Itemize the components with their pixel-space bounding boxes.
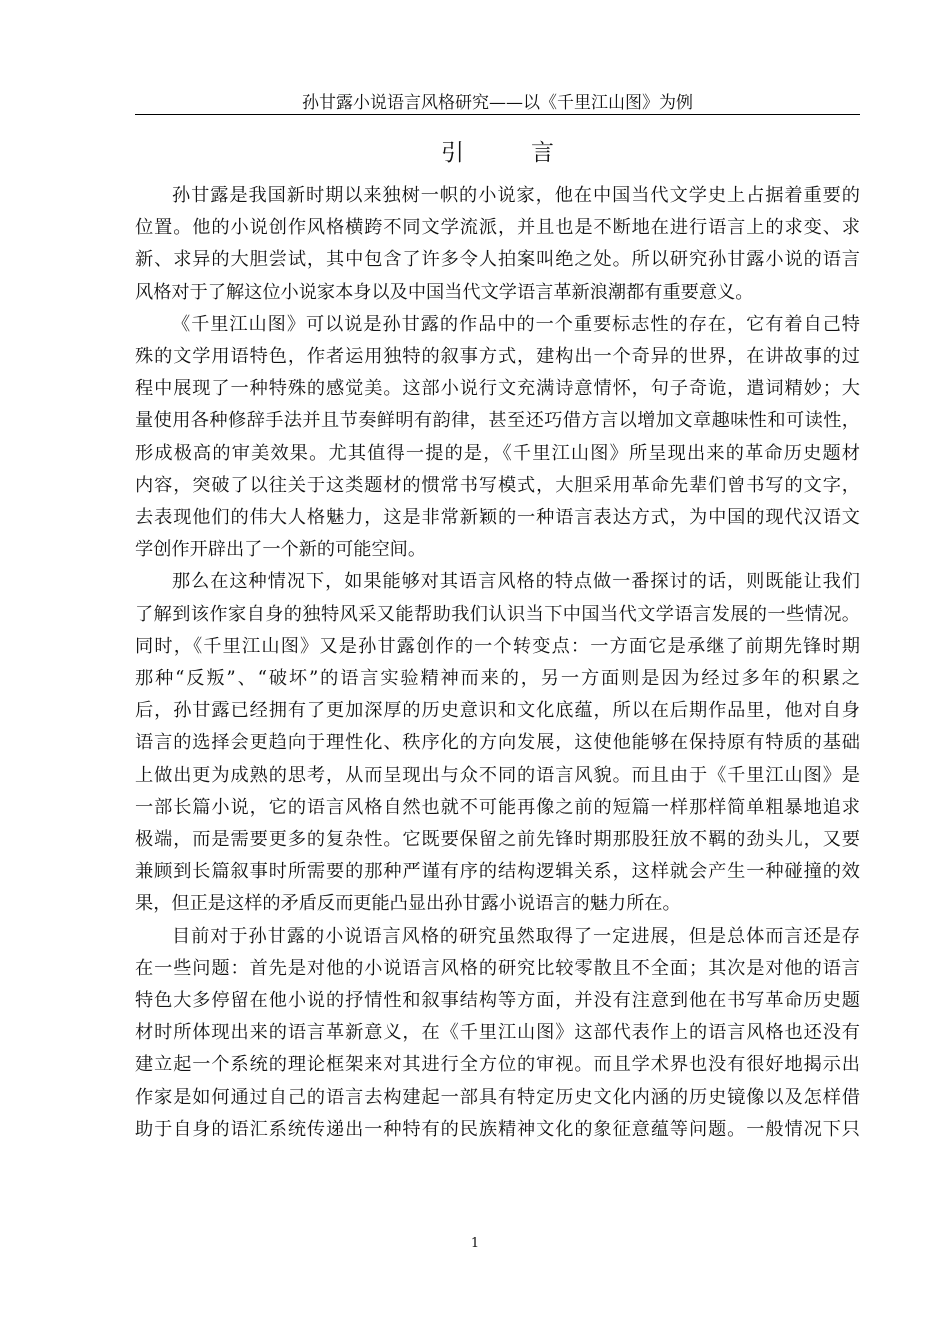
text-line: 同时，《千里江山图》又是孙甘露创作的一个转变点：一方面它是承继了前期先锋时期 — [135, 635, 860, 657]
text-line: 孙甘露是我国新时期以来独树一帜的小说家，他在中国当代文学史上占据着重要的 — [172, 185, 860, 206]
text-line: 特色大多停留在他小说的抒情性和叙事结构等方面，并没有注意到他在书写革命历史题 — [135, 990, 860, 1012]
text-line: 材时所体现出来的语言革新意义，在《千里江山图》这部代表作上的语言风格也还没有 — [135, 1022, 860, 1044]
text-line: 那种“反叛”、“破坏”的语言实验精神而来的，另一方面则是因为经过多年的积累之 — [135, 668, 860, 690]
running-header: 孙甘露小说语言风格研究——以《千里江山图》为例 — [302, 93, 693, 113]
text-line: 去表现他们的伟大人格魅力，这是非常新颖的一种语言表达方式，为中国的现代汉语文 — [135, 507, 860, 529]
text-line: 了解到该作家自身的独特风采又能帮助我们认识当下中国当代文学语言发展的一些情况。 — [135, 603, 860, 625]
text-line: 在一些问题：首先是对他的小说语言风格的研究比较零散且不全面；其次是对他的语言 — [135, 957, 860, 979]
text-line: 程中展现了一种特殊的感觉美。这部小说行文充满诗意情怀，句子奇诡，遣词精妙；大 — [135, 378, 860, 400]
paragraph-2 — [135, 309, 860, 567]
text-line: 学创作开辟出了一个新的可能空间。 — [135, 539, 427, 561]
text-line: 那么在这种情况下，如果能够对其语言风格的特点做一番探讨的话，则既能让我们 — [172, 571, 860, 593]
text-line: 形成极高的审美效果。尤其值得一提的是，《千里江山图》所呈现出来的革命历史题材 — [135, 442, 860, 464]
header-rule — [135, 114, 860, 115]
paragraph-3 — [135, 566, 860, 920]
text-line: 殊的文学用语特色，作者运用独特的叙事方式，建构出一个奇异的世界，在讲故事的过 — [135, 346, 860, 368]
text-line: 新、求异的大胆尝试，其中包含了许多令人拍案叫绝之处。所以研究孙甘露小说的语言 — [135, 249, 860, 271]
text-line: 后，孙甘露已经拥有了更加深厚的历史意识和文化底蕴，所以在后期作品里，他对自身 — [135, 700, 860, 722]
text-line: 上做出更为成熟的思考，从而呈现出与众不同的语言风貌。而且由于《千里江山图》是 — [135, 764, 860, 786]
text-line: 作家是如何通过自己的语言去构建起一部具有特定历史文化内涵的历史镜像以及怎样借 — [135, 1086, 860, 1108]
text-line: 极端，而是需要更多的复杂性。它既要保留之前先锋时期那股狂放不羁的劲头儿，又要 — [135, 829, 860, 851]
text-line: 语言的选择会更趋向于理性化、秩序化的方向发展，这使他能够在保持原有特质的基础 — [135, 732, 860, 754]
text-line: 量使用各种修辞手法并且节奏鲜明有韵律，甚至还巧借方言以增加文章趣味性和可读性， — [135, 410, 860, 432]
text-line: 助于自身的语汇系统传递出一种特有的民族精神文化的象征意蕴等问题。一般情况下只 — [135, 1118, 860, 1140]
body-text — [135, 180, 860, 1146]
text-line: 目前对于孙甘露的小说语言风格的研究虽然取得了一定进展，但是总体而言还是存 — [172, 925, 860, 947]
text-line: 果，但正是这样的矛盾反而更能凸显出孙甘露小说语言的魅力所在。 — [135, 893, 681, 915]
text-line: 内容，突破了以往关于这类题材的惯常书写模式，大胆采用革命先辈们曾书写的文字， — [135, 474, 860, 496]
text-line: 《千里江山图》可以说是孙甘露的作品中的一个重要标志性的存在，它有着自己特 — [172, 313, 860, 335]
paragraph-4 — [135, 921, 860, 1146]
paragraph-1 — [135, 180, 860, 309]
page-number: 1 — [470, 1236, 480, 1251]
text-line: 位置。他的小说创作风格横跨不同文学流派，并且也是不断地在进行语言上的求变、求 — [135, 217, 860, 239]
text-line: 风格对于了解这位小说家本身以及中国当代文学语言革新浪潮都有重要意义。 — [135, 281, 754, 303]
text-line: 一部长篇小说，它的语言风格自然也就不可能再像之前的短篇一样那样简单粗暴地追求 — [135, 796, 860, 818]
text-line: 兼顾到长篇叙事时所需要的那种严谨有序的结构逻辑关系，这样就会产生一种碰撞的效 — [135, 861, 860, 883]
text-line: 建立起一个系统的理论框架来对其进行全方位的审视。而且学术界也没有很好地揭示出 — [135, 1054, 860, 1076]
section-title: 引 言 — [441, 140, 576, 166]
